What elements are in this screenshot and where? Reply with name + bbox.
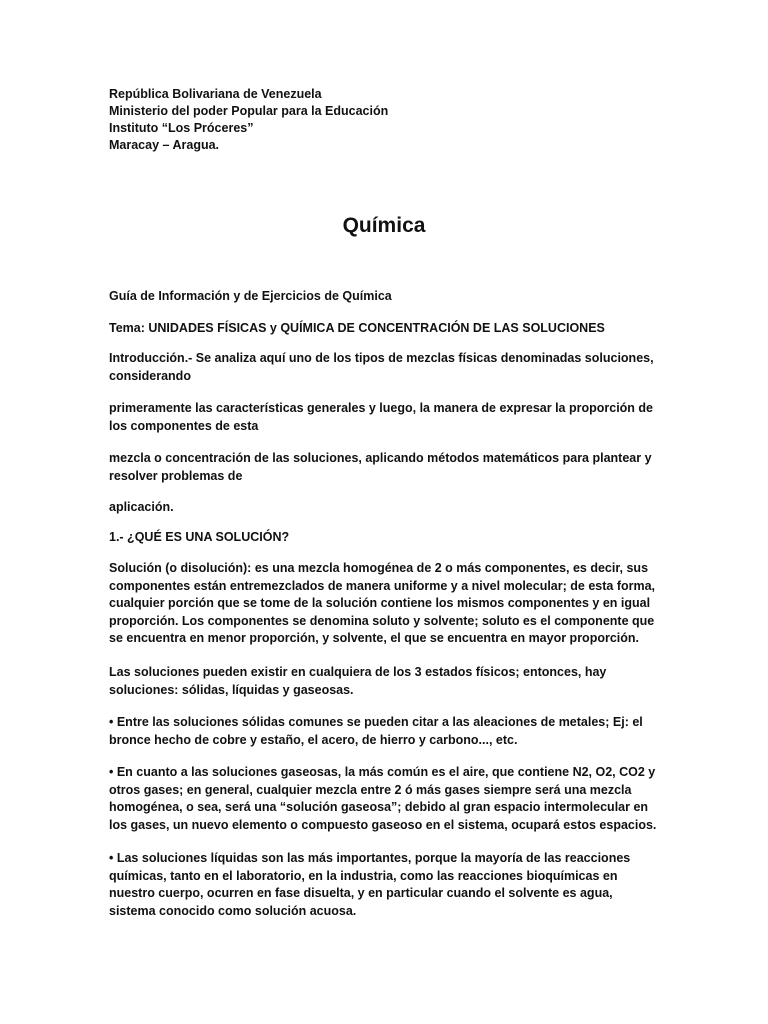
topic-line: Tema: UNIDADES FÍSICAS y QUÍMICA DE CONCENTRACIÓN DE LAS SOLUCIONES bbox=[109, 321, 605, 335]
intro-paragraph-4: aplicación. bbox=[109, 500, 174, 514]
definition-paragraph: Solución (o disolución): es una mezcla homogénea de 2 o más componentes, es decir, sus componentes están entremezclados de manera uniforme y a nivel molecular; de esta forma, cualquier porción que se tome de la solución contiene los mismos componentes y en igual proporción. Los componentes se denomina soluto y solvente; soluto es el componente que se encuentra en menor proporción, y solvente, el que se encuentra en mayor proporción. bbox=[109, 561, 656, 645]
institution-header bbox=[109, 86, 388, 154]
intro-paragraph-1: Introducción.- Se analiza aquí uno de los tipos de mezclas físicas denominadas soluciones, considerando bbox=[109, 351, 654, 383]
intro-paragraph-3: mezcla o concentración de las soluciones, aplicando métodos matemáticos para plantear y resolver problemas de bbox=[109, 451, 652, 483]
intro-paragraph-2: primeramente las características generales y luego, la manera de expresar la proporción de los componentes de esta bbox=[109, 401, 654, 433]
header-ministry: Ministerio del poder Popular para la Educación bbox=[109, 104, 389, 118]
header-location: Maracay – Aragua. bbox=[109, 138, 220, 152]
bullet-gas-solutions: • En cuanto a las soluciones gaseosas, la más común es el aire, que contiene N2, O2, CO2 y otros gases; en general, cualquier mezcla entre 2 ó más gases siempre será una mezcla homogénea, o sea, será una “solución gaseosa”; debido al gran espacio intermolecular en los gases, un nuevo elemento o compuesto gaseoso en el sistema, ocupará estos espacios. bbox=[109, 765, 657, 832]
page-title: Química bbox=[342, 214, 426, 237]
bullet-liquid-solutions: • Las soluciones líquidas son las más importantes, porque la mayoría de las reacciones químicas, tanto en el laboratorio, en la industria, como las reacciones bioquímicas en nuestro cuerpo, ocurren en fase disuelta, y en particular cuando el solvente es agua, sistema conocido como solución acuosa. bbox=[109, 851, 631, 918]
bullet-solid-solutions: • Entre las soluciones sólidas comunes se pueden citar a las aleaciones de metales; Ej: el bronce hecho de cobre y estaño, el acero, de hierro y carbono..., etc. bbox=[109, 715, 643, 747]
header-institute: Instituto “Los Próceres” bbox=[109, 121, 254, 135]
states-paragraph: Las soluciones pueden existir en cualquiera de los 3 estados físicos; entonces, hay soluciones: sólidas, líquidas y gaseosas. bbox=[109, 665, 607, 697]
section-heading-1: 1.- ¿QUÉ ES UNA SOLUCIÓN? bbox=[109, 530, 290, 544]
guide-heading: Guía de Información y de Ejercicios de Química bbox=[109, 289, 392, 303]
header-republic: República Bolivariana de Venezuela bbox=[109, 87, 322, 101]
